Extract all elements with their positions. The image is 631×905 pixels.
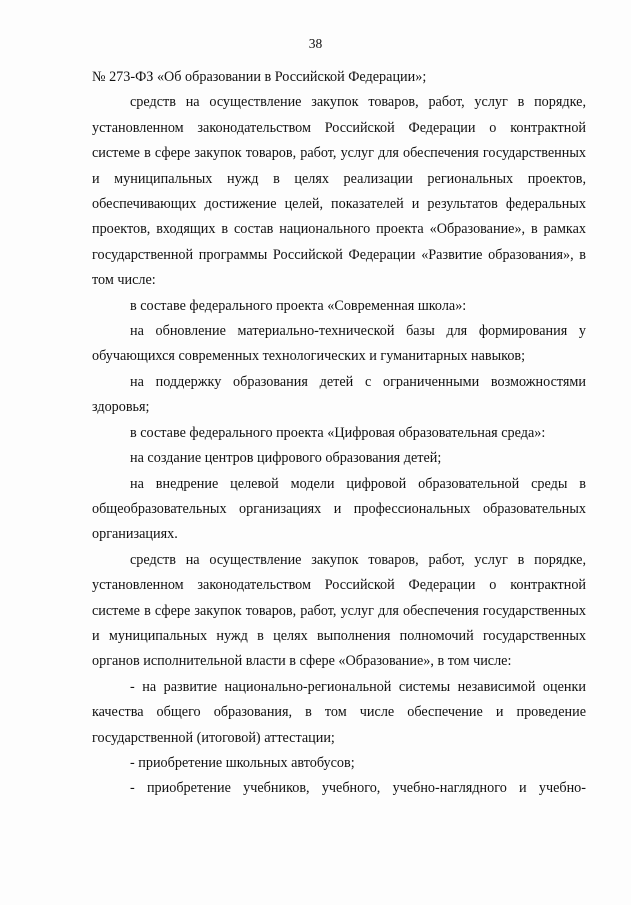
paragraph: средств на осуществление закупок товаров, работ, услуг в порядке, установленном законодательством Российской Федерации о контрактной системе в сфере закупок товаров, работ, услуг для обеспечения государственных и муниципальных нужд в целях выполнения полномочий государственных органов исполнительной власти в сфере «Образование», в том числе: — [92, 551, 586, 670]
paragraph: на обновление материально-технической базы для формирования у обучающихся современных технологических и гуманитарных навыков; — [92, 323, 586, 365]
paragraph: средств на осуществление закупок товаров, работ, услуг в порядке, установленном законодательством Российской Федерации о контрактной системе в сфере закупок товаров, работ, услуг для обеспечения государственных и муниципальных нужд в целях реализации региональных проектов, обеспечивающих достижение целей, показателей и результатов федеральных проектов, входящих в состав национального проекта «Образование», в рамках государственной программы Российской Федерации «Развитие образования», в том числе: — [92, 94, 586, 289]
document-body — [92, 65, 586, 802]
paragraph: на внедрение целевой модели цифровой образовательной среды в общеобразовательных организациях и профессиональных образовательных организациях. — [92, 475, 586, 543]
paragraph: - приобретение школьных автобусов; — [130, 754, 355, 771]
page-number: 38 — [308, 36, 323, 51]
paragraph: на поддержку образования детей с ограниченными возможностями здоровья; — [92, 373, 586, 416]
paragraph: в составе федерального проекта «Цифровая образовательная среда»: — [130, 424, 546, 441]
paragraph: - приобретение учебников, учебного, учебно-наглядного и учебно- — [130, 780, 586, 797]
paragraph: № 273-ФЗ «Об образовании в Российской Федерации»; — [92, 69, 427, 85]
paragraph: - на развитие национально-региональной системы независимой оценки качества общего образования, в том числе обеспечение и проведение государственной (итоговой) аттестации; — [92, 678, 586, 746]
paragraph: на создание центров цифрового образования детей; — [130, 450, 442, 467]
paragraph: в составе федерального проекта «Современная школа»: — [130, 297, 467, 314]
